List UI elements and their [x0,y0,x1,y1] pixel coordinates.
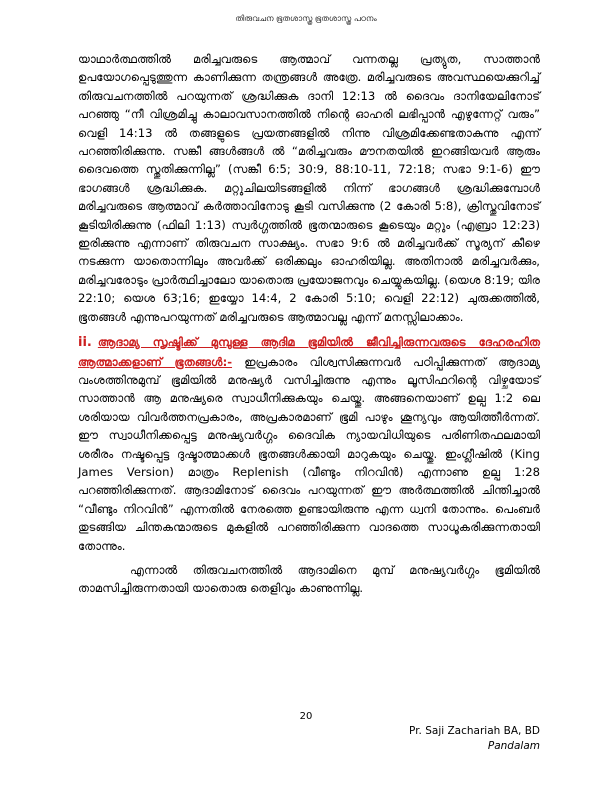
body-paragraph-3: എന്നാൽ തിരുവചനത്തിൽ ആദാമിനെ മുമ്പ് മനുഷ്യവർഗ്ഗം ഭൂമിയിൽ താമസിച്ചിരുന്നതായി യാതൊരു തെളിവും കാണുന്നില്ല. [78,562,540,596]
author-block [409,724,540,754]
page-number: 20 [299,711,313,722]
body-paragraph-1: യാഥാർത്ഥത്തിൽ മരിച്ചവരുടെ ആത്മാവ് വന്നതല്ല പ്രത്യുത, സാത്താൻ ഉപയോഗപ്പെടുത്തുന്ന കാണിക്കുന്ന തന്ത്രങ്ങൾ അത്രേ. മരിച്ചവരുടെ അവസ്ഥയെക്കുറിച്ച് തിരുവചനത്തിൽ പറയുന്നത് ശ്രദ്ധിക്കുക ദാനി 12:13 ൽ ദൈവം ദാനിയേലിനോട് പറഞ്ഞു “നീ വിശ്രമിച്ചു കാലാവസാനത്തിൽ നിന്റെ ഓഹരി ലഭിപ്പാൻ എഴുന്നേറ്റ് വരും” വെളി 14:13 ൽ തങ്ങളുടെ പ്രയത്നങ്ങളിൽ നിന്നു വിശ്രമിക്കേണ്ടതാകുന്നു എന്ന് പറഞ്ഞിരിക്കുന്നു. സങ്കീ ങ്ങൾങ്ങൾ ൽ “മരിച്ചവരും മൗനതയിൽ ഇറങ്ങിയവർ ആരും ദൈവത്തെ സ്തുതിക്കുന്നില്ല” (സങ്കീ 6:5; 30:9, 88:10-11, 72:18; സഭാ 9:1-6) ഈ ഭാഗങ്ങൾ ശ്രദ്ധിക്കുക. മറ്റുചിലയിടങ്ങളിൽ നിന്ന് ഭാഗങ്ങൾ ശ്രദ്ധിക്കുമ്പോൾ മരിച്ചവരുടെ ആത്മാവ് കർത്താവിനോടു കൂടി വസിക്കുന്നു (2 കോരി 5:8), ക്രിസ്തുവിനോട് കൂടിയിരിക്കുന്നു (ഫിലി 1:13) സ്വർഗ്ഗത്തിൽ ഭൂതന്മാരുടെ കൂടെയും മറ്റും (എബ്രാ 12:23) ഇരിക്കുന്നു എന്നാണ് തിരുവചന സാക്ഷ്യം. സഭാ 9:6 ൽ മരിച്ചവർക്ക് സൂര്യന് കീഴെ നടക്കുന്ന യാതൊന്നിലും അവർക്ക് ഒരിക്കലും ഓഹരിയില്ല. അതിനാൽ മരിച്ചവർക്കും, മരിച്ചവരോടും പ്രാർത്ഥിച്ചാലോ യാതൊരു പ്രയോജനവും ചെയ്യുകയില്ല. (യെശ 8:19; യിര 22:10; യെശ 63;16; ഇയ്യോ 14:4, 2 കോരി 5:10; വെളി 22:12) ചുരുക്കത്തിൽ, ഭൂതങ്ങൾ എന്നുപറയുന്നത് മരിച്ചവരുടെ ആത്മാവല്ല എന്ന് മനസ്സിലാക്കാം. [78,52,540,324]
author-name: Pr. Saji Zachariah BA, BD [409,725,540,737]
page-content [78,50,540,598]
body-paragraph-2: ഇപ്രകാരം വിശ്വസിക്കുന്നവർ പഠിപ്പിക്കുന്നത് ആദാമ്യ വംശത്തിനുമുമ്പ് ഭൂമിയിൽ മനുഷ്യർ വസിച്ചിരുന്നു എന്നും ലൂസിഫറിന്റെ വിഴ്ചയോട് സാത്താൻ ആ മനുഷ്യരെ സ്വാധീനിക്കുകയും ചെയ്തു. അങ്ങനെയാണ് ഉല്പ 1:2 ലെ ശരിയായ വിവർത്തനപ്രകാരം, അപ്രകാരമാണ് ഭൂമി പാഴും ശൂന്യവും ആയിത്തീർന്നത്. ഈ സ്വാധീനിക്കപ്പെട്ട മനുഷ്യവർഗ്ഗം ദൈവിക ന്യായവിധിയുടെ പരിണിതഫലമായി ശരീരം നഷ്ടപ്പെട്ട ദുഷ്ടാത്മാക്കൾ ഭൂതങ്ങൾക്കായി മാറുകയും ചെയ്തു. ഇംഗ്ലീഷിൽ (King James Version) മാത്രം Replenish (വീണ്ടും നിറവിൻ) എന്നാണു ഉല്പ 1:28 പറഞ്ഞിരിക്കുന്നത്. ആദാമിനോട് ദൈവം പറയുന്നത് ഈ അർത്ഥത്തിൽ ചിന്തിച്ചാൽ “വീണ്ടും നിറവിൻ” എന്നതിൽ നേരത്തെ ഉണ്ടായിരുന്നു എന്ന ധ്വനി തോന്നും. പെംബർ തുടങ്ങിയ ചിന്തകന്മാരുടെ മുകളിൽ പറഞ്ഞിരിക്കുന്ന വാദത്തെ സാധൂകരിക്കുന്നതായി തോന്നും. [78,354,541,553]
author-place: Pandalam [487,740,540,752]
section-heading-paragraph [78,333,540,555]
section-heading: ആദാമ്യ സൃഷ്ടിക്ക് മുമ്പുള്ള ആദിമ ഭൂമിയിൽ ജീവിച്ചിരുന്നവരുടെ ദേഹരഹിത ആത്മാക്കളാണ് ഭൂതങ്ങൾ:- [78,335,540,369]
section-number: ii. [78,335,92,351]
running-header: തിരുവചന ഭൂതശാസ്ത്ര ഭൂതശാസ്ത്ര പഠനം [235,14,377,23]
